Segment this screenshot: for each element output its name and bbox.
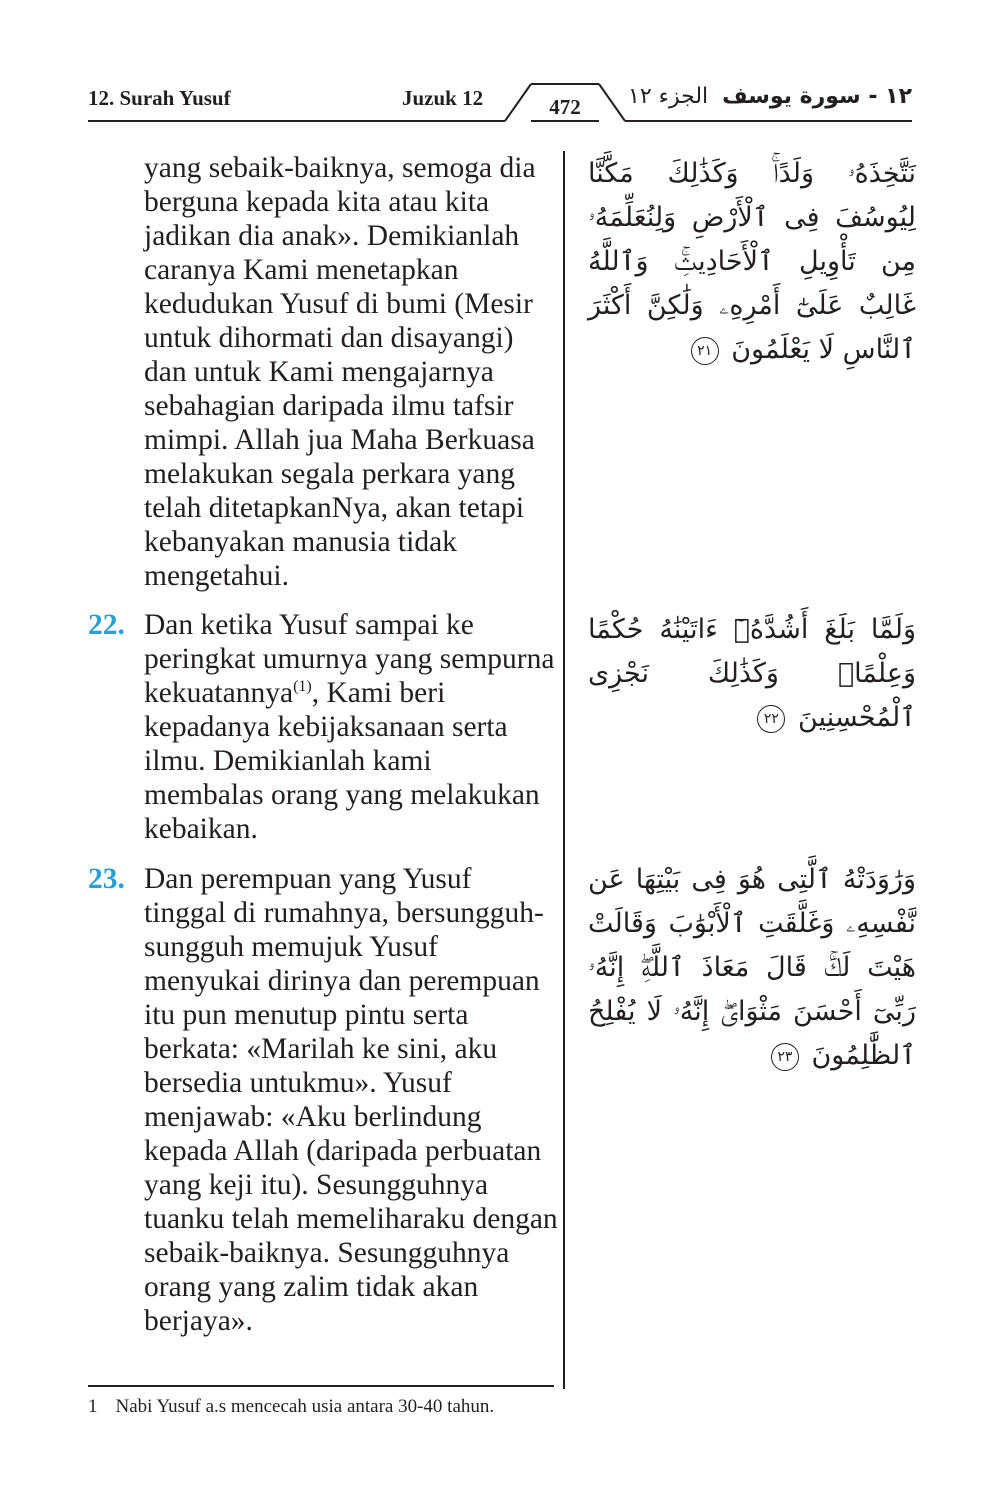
verse-arabic-21	[588, 152, 916, 372]
ayah-number-marker: ٢٣	[771, 1043, 799, 1071]
verse-arabic-23	[588, 858, 916, 1078]
header-rule	[0, 0, 1000, 130]
arabic-text: وَرَٰوَدَتْهُ ٱلَّتِى هُوَ فِى بَيْتِهَا عَن نَّفْسِهِۦ وَغَلَّقَتِ ٱلْأَبْوَٰبَ وَقَالَتْ هَيْتَ لَكَۚ قَالَ مَعَاذَ ٱللَّهِۖ إِنَّهُۥ رَبِّىٓ أَحْسَنَ مَثْوَاىَۖ إِنَّهُۥ لَا يُفْلِحُ ٱلظَّٰلِمُونَ	[588, 864, 916, 1071]
verse-translation-21	[88, 151, 558, 593]
verse-number: 23.	[88, 863, 125, 895]
footnote-number: 1	[88, 1396, 98, 1417]
verse-translation-22	[88, 608, 558, 846]
ayah-number-marker: ٢١	[691, 337, 719, 365]
verse-arabic-22	[588, 608, 916, 740]
page-header	[0, 0, 1000, 130]
translation-text: Dan perempuan yang Yusuf tinggal di rumahnya, bersungguh-sungguh memujuk Yusuf menyukai dirinya dan perempuan itu pun menutup pintu serta berkata: «Marilah ke sini, aku bersedia untukmu». Yusuf menjawab: «Aku berlindung kepada Allah (daripada perbuatan yang keji itu). Sesungguhnya tuanku telah memeliharaku dengan sebaik-baiknya. Sesungguhnya orang yang zalim tidak akan berjaya».	[144, 863, 558, 1337]
footnote	[88, 1396, 494, 1418]
footnote-rule	[88, 1385, 554, 1387]
translation-text: yang sebaik-baiknya, semoga dia berguna kepada kita atau kita jadikan dia anak». Demikianlah caranya Kami menetapkan kedudukan Yusuf di bumi (Mesir untuk dihormati dan disayangi) dan untuk Kami mengajarnya sebahagian daripada ilmu tafsir mimpi. Allah jua Maha Berkuasa melakukan segala perkara yang telah ditetapkanNya, akan tetapi kebanyakan manusia tidak mengetahui.	[144, 152, 536, 592]
juz-label-arabic: الجزء ١٢	[628, 84, 709, 109]
ayah-number-marker: ٢٢	[757, 705, 785, 733]
page-number: 472	[549, 95, 581, 119]
verse-translation-23	[88, 862, 558, 1338]
juz-label-latin: Juzuk 12	[402, 86, 484, 110]
arabic-text: نَتَّخِذَهُۥ وَلَدًاۚ وَكَذَٰلِكَ مَكَّنَّا لِيُوسُفَ فِى ٱلْأَرْضِ وَلِنُعَلِّمَهُۥ مِن تَأْوِيلِ ٱلْأَحَادِيثِۚ وَٱللَّهُ غَالِبٌ عَلَىٰٓ أَمْرِهِۦ وَلَٰكِنَّ أَكْثَرَ ٱلنَّاسِ لَا يَعْلَمُونَ	[588, 158, 916, 365]
arabic-text: وَلَمَّا بَلَغَ أَشُدَّهُۥٓ ءَاتَيْنَٰهُ حُكْمًا وَعِلْمًاۚ وَكَذَٰلِكَ نَجْزِى ٱلْمُحْسِنِينَ	[588, 614, 916, 733]
footnote-ref[interactable]: (1)	[293, 678, 312, 696]
footnote-text: Nabi Yusuf a.s mencecah usia antara 30-40 tahun.	[115, 1396, 495, 1417]
column-divider	[563, 151, 565, 1389]
surah-title-arabic: ١٢ - سورة يوسف	[722, 84, 912, 109]
verse-number: 22.	[88, 609, 125, 641]
surah-title-latin: 12. Surah Yusuf	[88, 86, 231, 110]
translation-text: Dan ketika Yusuf sampai ke peringkat umurnya yang sempurna kekuatannya$^{(1)}$, Kami beri kepadanya kebijaksanaan serta ilmu. Demikianlah kami membalas orang yang melakukan kebaikan.	[144, 609, 555, 845]
